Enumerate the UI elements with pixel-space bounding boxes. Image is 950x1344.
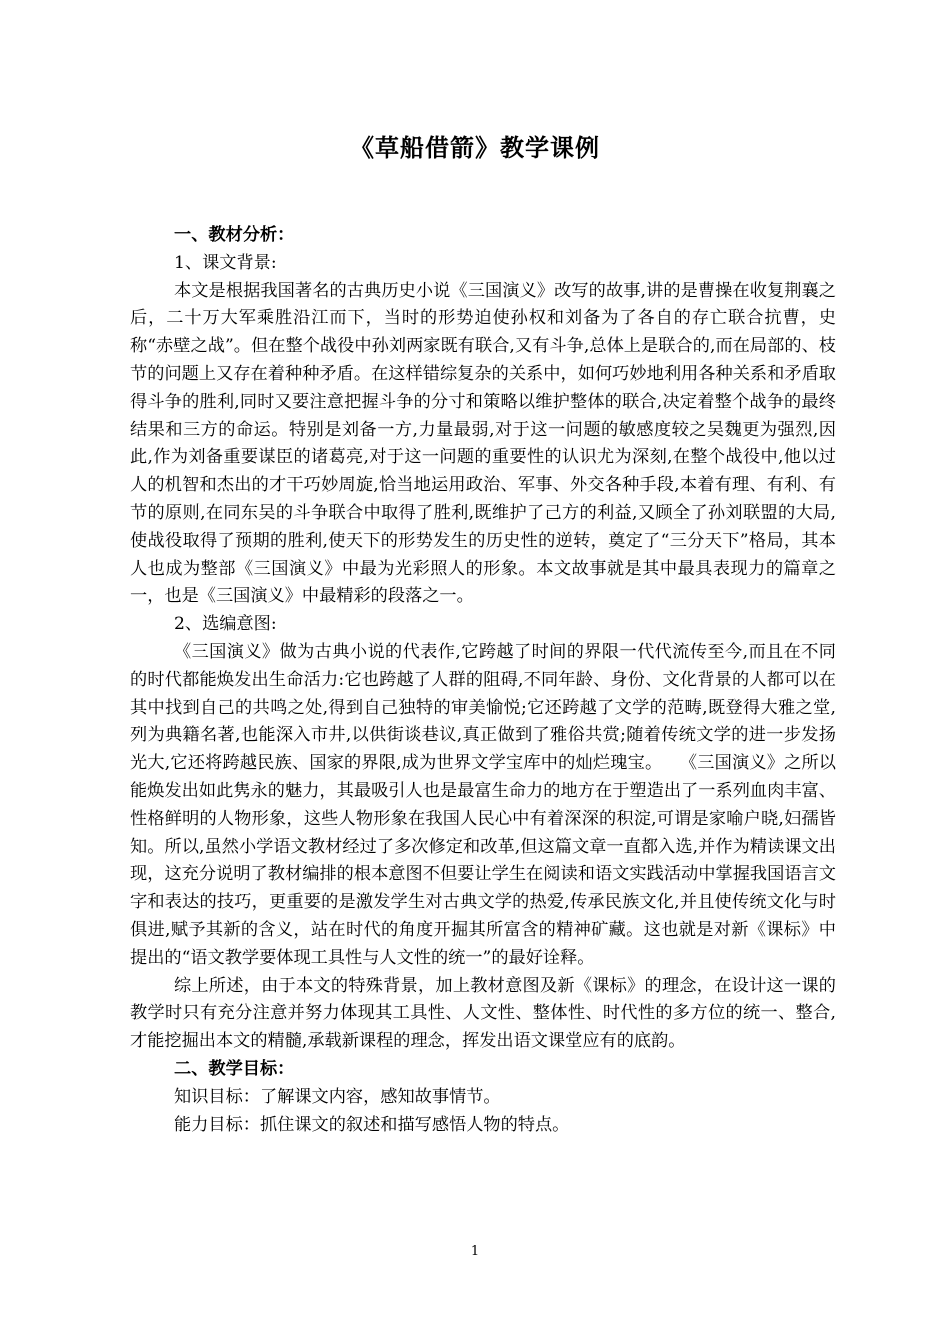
page-number: 1 (470, 1244, 480, 1259)
paragraph-background: 本文是根据我国著名的古典历史小说《三国演义》改写的故事,讲的是曹操在收复荆襄之后，二十万大军乘胜沿江而下，当时的形势迫使孙权和刘备为了各自的存亡联合抗曹，史称“赤壁之战”。但在整个战役中孙刘两家既有联合,又有斗争,总体上是联合的,而在局部的、枝节的问题上又存在着种种矛盾。在这样错综复杂的关系中，如何巧妙地利用各种关系和矛盾取得斗争的胜利,同时又要注意把握斗争的分寸和策略以维护整体的联合,决定着整个战争的最终结果和三方的命运。特别是刘备一方,力量最弱,对于这一问题的敏感度较之吴魏更为强烈,因此,作为刘备重要谋臣的诸葛亮,对于这一问题的重要性的认识尤为深刻,在整个战役中,他以过人的机智和杰出的才干巧妙周旋,恰当地运用政治、军事、外交各种手段,本着有理、有利、有节的原则,在同东吴的斗争联合中取得了胜利,既维护了己方的利益,又顾全了孙刘联盟的大局,使战役取得了预期的胜利,使天下的形势发生的历史性的逆转，奠定了“三分天下”格局，其本人也成为整部《三国演义》中最为光彩照人的形象。本文故事就是其中最具表现力的篇章之一，也是《三国演义》中最精彩的段落之一。 (130, 280, 836, 607)
paragraph-intent: 《三国演义》做为古典小说的代表作,它跨越了时间的界限一代代流传至今,而且在不同的时代都能焕发出生命活力:它也跨越了人群的阻碍,不同年龄、身份、文化背景的人都可以在其中找到自己的共鸣之处,得到自己独特的审美愉悦;它还跨越了文学的范畴,既登得大雅之堂,列为典籍名著,也能深入市井,以供街谈巷议,真正做到了雅俗共赏;随着传统文学的进一步发扬光大,它还将跨越民族、国家的界限,成为世界文学宝库中的灿烂瑰宝。 《三国演义》之所以能焕发出如此隽永的魅力，其最吸引人也是最富生命力的地方在于塑造出了一系列血肉丰富、性格鲜明的人物形象，这些人物形象在我国人民心中有着深深的积淀,可谓是家喻户晓,妇孺皆知。所以,虽然小学语文教材经过了多次修定和改革,但这篇文章一直都入选,并作为精读课文出现，这充分说明了教材编排的根本意图不但要让学生在阅读和语文实践活动中掌握我国语言文字和表达的技巧，更重要的是激发学生对古典文学的热爱,传承民族文化,并且使传统文化与时俱进,赋予其新的含义，站在时代的角度开掘其所富含的精神矿藏。这也就是对新《课标》中提出的“语文教学要体现工具性与人文性的统一”的最好诠释。 (130, 641, 836, 968)
section-heading-teaching-goals: 二、教学目标： (174, 1058, 295, 1079)
subheading-background: 1、课文背景: (174, 252, 277, 273)
paragraph-summary: 综上所述，由于本文的特殊背景，加上教材意图及新《课标》的理念，在设计这一课的教学时只有充分注意并努力体现其工具性、人文性、整体性、时代性的多方位的统一、整合,才能挖掘出本文的精髓,承载新课程的理念，挥发出语文课堂应有的底韵。 (130, 975, 836, 1052)
section-heading-textbook-analysis: 一、教材分析： (174, 225, 295, 245)
goal-ability: 能力目标：抓住课文的叙述和描写感悟人物的特点。 (174, 1114, 570, 1135)
subheading-intent: 2、选编意图: (174, 614, 277, 635)
document-body (130, 222, 836, 1139)
goal-knowledge: 知识目标：了解课文内容，感知故事情节。 (174, 1086, 501, 1107)
document-title: 《草船借箭》教学课例 (350, 133, 600, 162)
